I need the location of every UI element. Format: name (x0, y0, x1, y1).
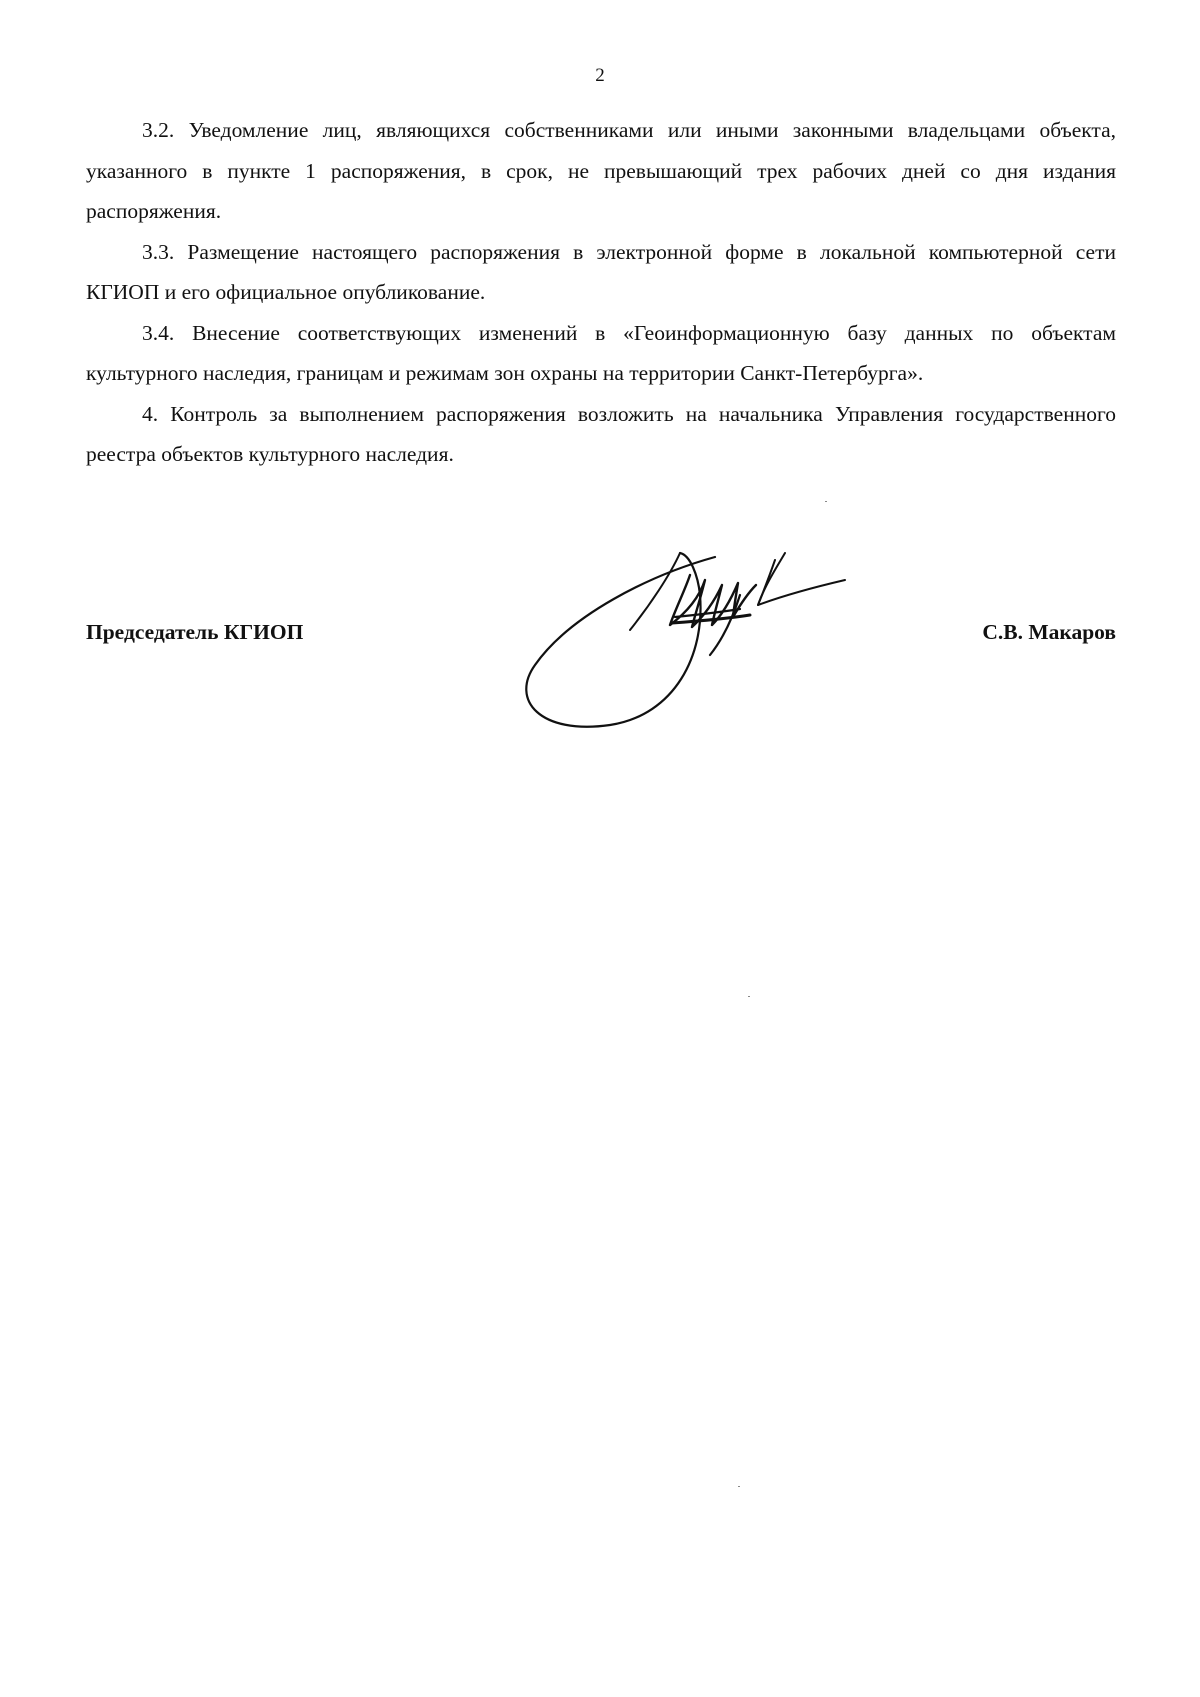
document-body (86, 110, 1116, 475)
paragraph-3-4: 3.4. Внесение соответствующих изменений в «Геоинформационную базу данных по объектам культурного наследия, границам и режимам зон охраны на территории Санкт-Петербурга». (86, 320, 1116, 385)
paragraph-3-2: 3.2. Уведомление лиц, являющихся собственниками или иными законными владельцами объекта, указанного в пункте 1 распоряжения, в срок, не превышающий трех рабочих дней со дня издания распоряжения. (86, 118, 1116, 223)
scan-speck (748, 996, 750, 997)
handwritten-signature (500, 535, 900, 735)
signer-name: С.В. Макаров (982, 620, 1116, 644)
scan-speck (825, 501, 827, 502)
paragraph-4: 4. Контроль за выполнением распоряжения возложить на начальника Управления государственного реестра объектов культурного наследия. (86, 401, 1116, 466)
signer-title: Председатель КГИОП (86, 620, 304, 644)
scan-speck (738, 1486, 740, 1487)
paragraph-3-3: 3.3. Размещение настоящего распоряжения в электронной форме в локальной компьютерной сети КГИОП и его официальное опубликование. (86, 239, 1116, 304)
page-number: 2 (595, 65, 605, 86)
